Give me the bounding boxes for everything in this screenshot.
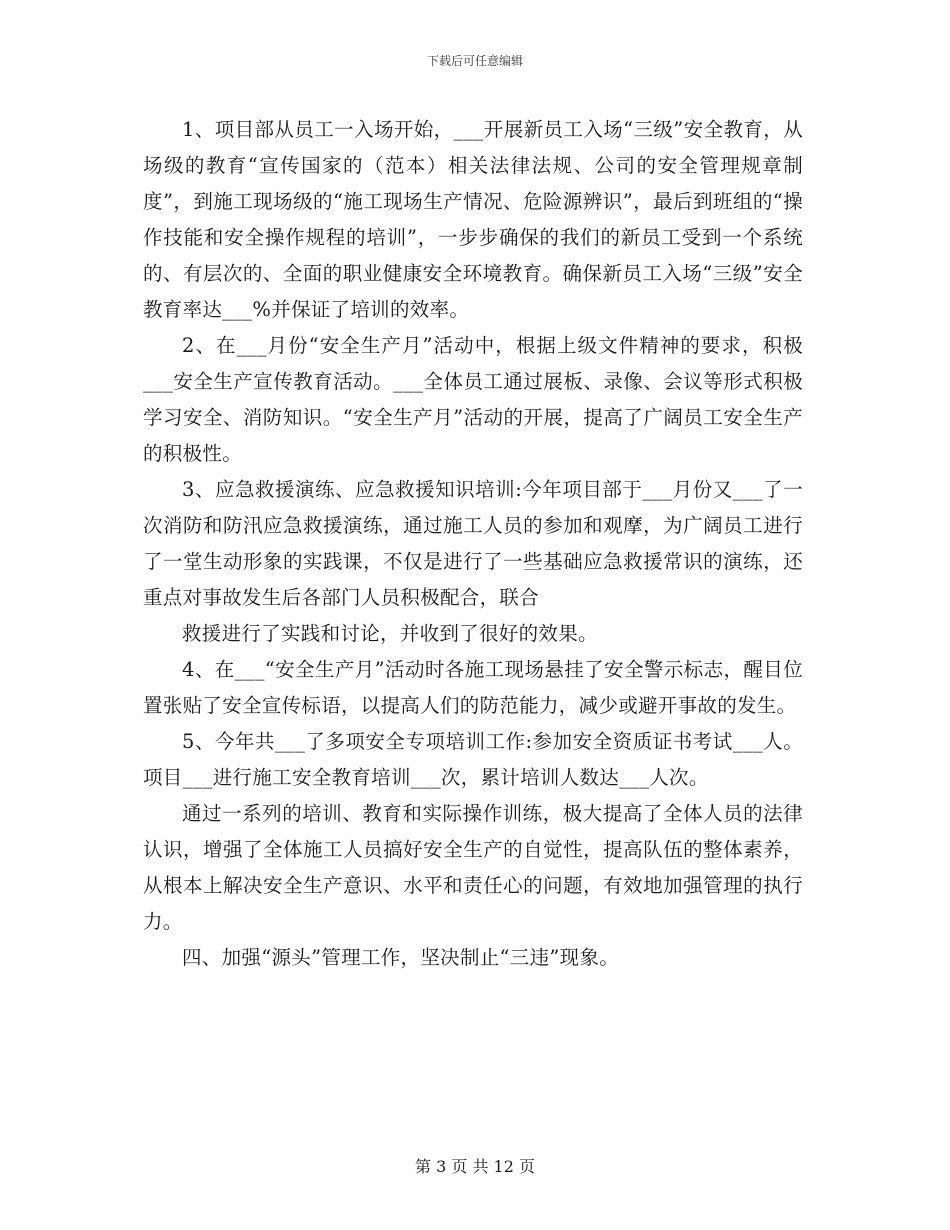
paragraph-6: 通过一系列的培训、教育和实际操作训练，极大提高了全体人员的法律认识，增强了全体施工人员搞好安全生产的自觉性，提高队伍的整体素养，从根本上解决安全生产意识、水平和责任心的问题，有效地加强管理的执行力。 [143,802,803,933]
paragraph-2: 2、在___月份“安全生产月”活动中，根据上级文件精神的要求，积极___安全生产宣传教育活动。___全体员工通过展板、录像、会议等形式积极学习安全、消防知识。“安全生产月”活动的开展，提高了广阔员工安全生产的积极性。 [143,334,803,465]
page-header-note: 下载后可任意编辑 [426,54,523,68]
paragraph-4: 4、在___“安全生产月”活动时各施工现场悬挂了安全警示标志，醒目位置张贴了安全宣传标语，以提高人们的防范能力，减少或避开事故的发生。 [143,658,803,717]
document-body [143,112,803,976]
paragraph-5: 5、今年共___了多项安全专项培训工作:参加安全资质证书考试___人。项目___进行施工安全教育培训___次，累计培训人数达___人次。 [143,730,803,789]
paragraph-3-continuation: 救援进行了实践和讨论，并收到了很好的效果。 [182,622,598,645]
page-number: 第 3 页 共 12 页 [415,1157,535,1176]
paragraph-1: 1、项目部从员工一入场开始，___开展新员工入场“三级”安全教育，从场级的教育“宣传国家的（范本）相关法律法规、公司的安全管理规章制度”，到施工现场级的“施工现场生产情况、危险源辨识”，最后到班组的“操作技能和安全操作规程的培训”，一步步确保的我们的新员工受到一个系统的、有层次的、全面的职业健康安全环境教育。确保新员工入场“三级”安全教育率达___%并保证了培训的效率。 [143,118,803,321]
paragraph-3: 3、应急救援演练、应急救援知识培训:今年项目部于___月份又___了一次消防和防汛应急救援演练，通过施工人员的参加和观摩，为广阔员工进行了一堂生动形象的实践课，不仅是进行了一些基础应急救援常识的演练，还重点对事故发生后各部门人员积极配合，联合 [143,478,803,609]
section-heading-four: 四、加强“源头”管理工作，坚决制止“三违”现象。 [182,946,620,969]
